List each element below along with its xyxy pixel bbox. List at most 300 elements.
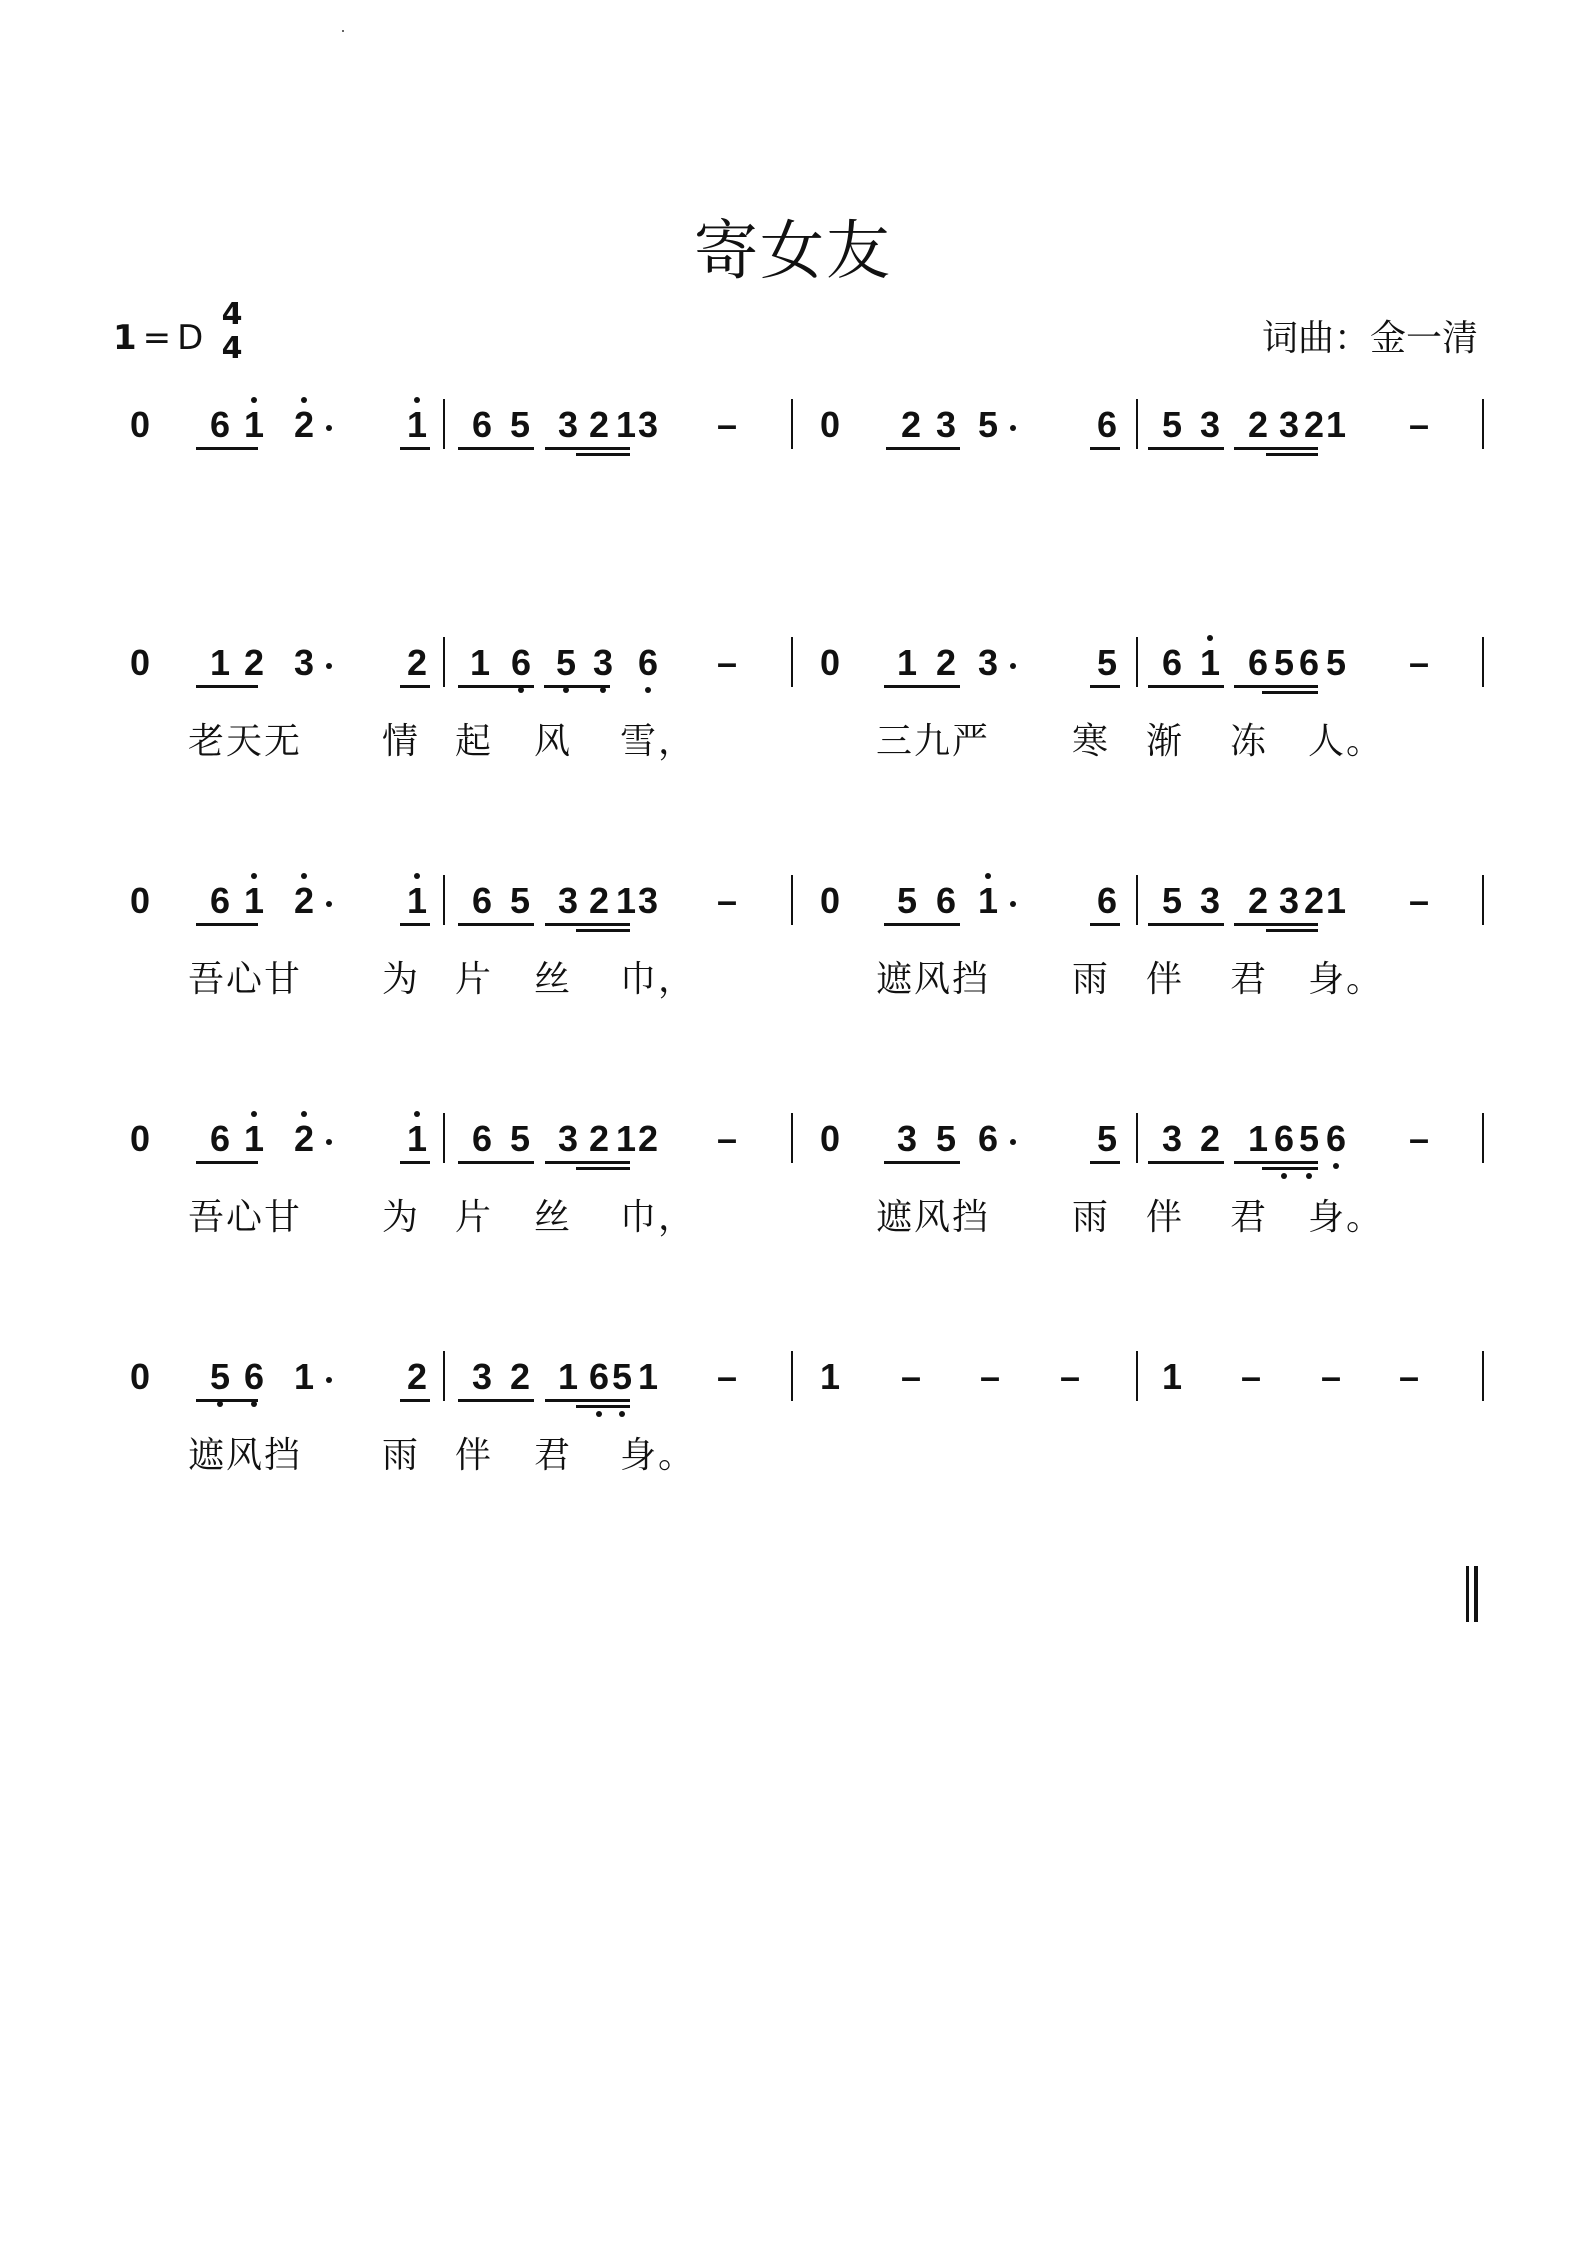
sustain-dash: [1404, 643, 1434, 683]
lyric-syllable: 伴: [455, 1435, 494, 1476]
note-digit: 2: [637, 1118, 659, 1159]
note: [634, 643, 662, 683]
lyric-syllable: 君: [1230, 959, 1269, 1000]
lyric-syllable: 起: [455, 721, 494, 762]
sustain-dash: [896, 1357, 926, 1397]
note-digit: 1: [1247, 1118, 1269, 1159]
note-digit: 5: [509, 404, 531, 445]
note: [468, 1119, 496, 1159]
lyric-syllable: 片: [455, 959, 494, 1000]
note-digit: 2: [293, 880, 315, 921]
dash-glyph: –: [1059, 1356, 1081, 1397]
lyric-syllable: 丝: [534, 959, 573, 1000]
dash-glyph: –: [1408, 1118, 1430, 1159]
staff-line-5: [0, 1357, 1586, 1517]
rhythm-underline: [576, 453, 630, 456]
sustain-dash: [1404, 1119, 1434, 1159]
note: [816, 1119, 844, 1159]
note: [554, 1119, 582, 1159]
note: [554, 881, 582, 921]
note-digit: 3: [557, 880, 579, 921]
note: [816, 881, 844, 921]
sustain-dash: [1316, 1357, 1346, 1397]
note-digit: 1: [243, 1118, 265, 1159]
note: [468, 1357, 496, 1397]
note: [290, 1119, 318, 1159]
rhythm-underline: [884, 923, 960, 926]
note: [506, 881, 534, 921]
note-digit: 1: [977, 880, 999, 921]
lyric-syllable: 雨: [1072, 959, 1111, 1000]
note: [1093, 1119, 1121, 1159]
note-digit: 5: [611, 1356, 633, 1397]
octave-down-dot: [596, 1411, 602, 1417]
augmentation-dot: [326, 425, 332, 431]
note: [1196, 643, 1224, 683]
note: [1270, 1119, 1298, 1159]
lyric-syllable: 吾心甘: [188, 1197, 303, 1238]
rhythm-underline: [458, 685, 534, 688]
augmentation-dot: [326, 901, 332, 907]
note: [585, 405, 613, 445]
octave-down-dot: [1306, 1173, 1312, 1179]
note-digit: 2: [588, 880, 610, 921]
rhythm-underline: [196, 923, 258, 926]
rhythm-underline: [196, 1161, 258, 1164]
note-digit: 6: [209, 1118, 231, 1159]
note-digit: 2: [406, 1356, 428, 1397]
rhythm-underline: [196, 1399, 258, 1402]
final-barline-thin: [1466, 1566, 1469, 1622]
rhythm-underline: [1234, 923, 1318, 926]
key-letter: D: [177, 318, 204, 358]
note: [1244, 881, 1272, 921]
composer-credit: 词曲：金一清: [1261, 318, 1478, 359]
rhythm-underline: [400, 447, 430, 450]
note: [897, 405, 925, 445]
note-digit: 2: [406, 642, 428, 683]
lyric-syllable: 风: [534, 721, 573, 762]
lyric-syllable: 片: [455, 1197, 494, 1238]
note-digit: 2: [588, 1118, 610, 1159]
note-digit: 1: [406, 1118, 428, 1159]
barline: [443, 1351, 445, 1401]
note: [403, 1357, 431, 1397]
sustain-dash: [1394, 1357, 1424, 1397]
dash-glyph: –: [716, 1356, 738, 1397]
note: [240, 1119, 268, 1159]
lyric-syllable: 伴: [1146, 959, 1185, 1000]
rhythm-underline: [545, 1161, 630, 1164]
note-digit: 3: [557, 1118, 579, 1159]
octave-down-dot: [1281, 1173, 1287, 1179]
note-digit: 3: [293, 642, 315, 683]
note-digit: 5: [555, 642, 577, 683]
augmentation-dot: [1010, 425, 1016, 431]
note-digit: 3: [977, 642, 999, 683]
rhythm-underline: [1266, 453, 1318, 456]
note: [1275, 881, 1303, 921]
augmentation-dot: [326, 1377, 332, 1383]
lyric-syllable: 遮风挡: [876, 1197, 991, 1238]
note: [589, 643, 617, 683]
note-digit: 0: [819, 404, 841, 445]
rhythm-underline: [1262, 691, 1318, 694]
sustain-dash: [712, 881, 742, 921]
note-digit: 5: [509, 880, 531, 921]
barline: [1136, 875, 1138, 925]
rhythm-underline: [458, 1399, 534, 1402]
note-digit: 6: [637, 642, 659, 683]
lyric-syllable: 遮风挡: [876, 959, 991, 1000]
octave-up-dot: [301, 1111, 307, 1117]
barline: [791, 637, 793, 687]
note-digit: 1: [615, 404, 637, 445]
augmentation-dot: [1010, 901, 1016, 907]
staff-line-4: [0, 1119, 1586, 1279]
note-digit: 3: [896, 1118, 918, 1159]
note: [290, 1357, 318, 1397]
note: [974, 643, 1002, 683]
note: [634, 1357, 662, 1397]
octave-up-dot: [251, 397, 257, 403]
lyric-syllable: 雪，: [620, 721, 697, 762]
note-digit: 6: [471, 404, 493, 445]
note-digit: 3: [1199, 404, 1221, 445]
rhythm-underline: [400, 1161, 430, 1164]
rhythm-underline: [1262, 1167, 1318, 1170]
note: [126, 643, 154, 683]
rhythm-underline: [1234, 447, 1318, 450]
note-digit: 2: [1247, 880, 1269, 921]
note: [403, 1119, 431, 1159]
rhythm-underline: [1090, 923, 1120, 926]
note: [1275, 405, 1303, 445]
dash-glyph: –: [716, 642, 738, 683]
note: [1270, 643, 1298, 683]
rhythm-underline: [196, 447, 258, 450]
barline: [443, 875, 445, 925]
rhythm-underline: [458, 447, 534, 450]
note-digit: 0: [819, 880, 841, 921]
key-equals: =: [142, 318, 172, 358]
note: [816, 405, 844, 445]
note: [1158, 405, 1186, 445]
note-digit: 6: [1298, 642, 1320, 683]
note-digit: 3: [1278, 404, 1300, 445]
note-digit: 0: [129, 880, 151, 921]
rhythm-underline: [1148, 685, 1224, 688]
barline: [1482, 875, 1484, 925]
sustain-dash: [1404, 405, 1434, 445]
note-digit: 6: [1273, 1118, 1295, 1159]
sustain-dash: [712, 405, 742, 445]
dash-glyph: –: [716, 404, 738, 445]
lyric-syllable: 为: [382, 959, 421, 1000]
lyric-syllable: 渐: [1146, 721, 1185, 762]
note-digit: 3: [935, 404, 957, 445]
note: [554, 1357, 582, 1397]
note-digit: 2: [900, 404, 922, 445]
note: [554, 405, 582, 445]
note: [932, 881, 960, 921]
rhythm-underline: [886, 447, 960, 450]
note-digit: 2: [293, 1118, 315, 1159]
note-digit: 6: [1161, 642, 1183, 683]
note-digit: 3: [557, 404, 579, 445]
rhythm-underline: [884, 685, 960, 688]
note: [1158, 1119, 1186, 1159]
lyric-syllable: 身。: [620, 1435, 697, 1476]
barline: [1482, 1351, 1484, 1401]
note: [206, 881, 234, 921]
note: [552, 643, 580, 683]
sustain-dash: [1404, 881, 1434, 921]
lyric-syllable: 遮风挡: [188, 1435, 303, 1476]
time-signature: [220, 298, 244, 366]
rhythm-underline: [884, 1161, 960, 1164]
note-digit: 1: [293, 1356, 315, 1397]
note-digit: 6: [209, 404, 231, 445]
lyric-syllable: 伴: [1146, 1197, 1185, 1238]
dash-glyph: –: [1240, 1356, 1262, 1397]
rhythm-underline: [544, 685, 610, 688]
augmentation-dot: [326, 1139, 332, 1145]
note: [974, 881, 1002, 921]
rhythm-underline: [1090, 447, 1120, 450]
barline: [1482, 399, 1484, 449]
note-digit: 6: [1096, 404, 1118, 445]
note-digit: 6: [1325, 1118, 1347, 1159]
lyric-syllable: 雨: [382, 1435, 421, 1476]
barline: [443, 637, 445, 687]
note: [816, 1357, 844, 1397]
rhythm-underline: [1148, 923, 1224, 926]
octave-up-dot: [414, 397, 420, 403]
barline: [1136, 1113, 1138, 1163]
note: [1244, 405, 1272, 445]
rhythm-underline: [1090, 1161, 1120, 1164]
note: [240, 405, 268, 445]
barline: [1136, 1351, 1138, 1401]
dash-glyph: –: [979, 1356, 1001, 1397]
note: [893, 881, 921, 921]
lyric-syllable: 雨: [1072, 1197, 1111, 1238]
lyric-syllable: 巾，: [620, 1197, 697, 1238]
note-digit: 1: [615, 1118, 637, 1159]
note: [932, 405, 960, 445]
octave-up-dot: [414, 873, 420, 879]
rhythm-underline: [576, 1167, 630, 1170]
note-digit: 6: [1247, 642, 1269, 683]
note: [240, 1357, 268, 1397]
note: [126, 1119, 154, 1159]
note: [240, 881, 268, 921]
note: [608, 1357, 636, 1397]
note-digit: 6: [243, 1356, 265, 1397]
meter-top: 4: [221, 297, 243, 332]
note: [506, 1357, 534, 1397]
note-digit: 5: [935, 1118, 957, 1159]
augmentation-dot: [1010, 663, 1016, 669]
note-digit: 6: [588, 1356, 610, 1397]
note-digit: 1: [243, 880, 265, 921]
note-digit: 5: [209, 1356, 231, 1397]
note-digit: 0: [129, 642, 151, 683]
note: [932, 1119, 960, 1159]
note-digit: 0: [129, 1118, 151, 1159]
octave-up-dot: [251, 873, 257, 879]
barline: [443, 1113, 445, 1163]
rhythm-underline: [1148, 447, 1224, 450]
note-digit: 5: [1161, 880, 1183, 921]
note: [507, 643, 535, 683]
stray-dot: [342, 30, 344, 32]
lyric-syllable: 身。: [1308, 1197, 1385, 1238]
note: [1158, 1357, 1186, 1397]
note: [1158, 643, 1186, 683]
note-digit: 2: [293, 404, 315, 445]
note: [290, 405, 318, 445]
note: [403, 643, 431, 683]
note-digit: 1: [1325, 404, 1347, 445]
note-digit: 1: [469, 642, 491, 683]
dash-glyph: –: [716, 1118, 738, 1159]
rhythm-underline: [1090, 685, 1120, 688]
note: [1093, 405, 1121, 445]
note: [1322, 1119, 1350, 1159]
rhythm-underline: [458, 923, 534, 926]
rhythm-underline: [1234, 1161, 1318, 1164]
note: [290, 643, 318, 683]
note: [1158, 881, 1186, 921]
staff-line-2: [0, 643, 1586, 803]
note-digit: 6: [471, 880, 493, 921]
note: [634, 1119, 662, 1159]
dash-glyph: –: [1408, 880, 1430, 921]
sustain-dash: [1055, 1357, 1085, 1397]
lyric-syllable: 三九严: [876, 721, 991, 762]
octave-up-dot: [985, 873, 991, 879]
rhythm-underline: [545, 447, 630, 450]
octave-up-dot: [414, 1111, 420, 1117]
note: [403, 405, 431, 445]
note-digit: 3: [471, 1356, 493, 1397]
octave-down-dot: [645, 687, 651, 693]
final-barline-thick: [1474, 1566, 1478, 1622]
dash-glyph: –: [1398, 1356, 1420, 1397]
barline: [791, 875, 793, 925]
note: [468, 881, 496, 921]
note-digit: 5: [509, 1118, 531, 1159]
note: [974, 405, 1002, 445]
note: [468, 405, 496, 445]
barline: [1482, 1113, 1484, 1163]
octave-up-dot: [251, 1111, 257, 1117]
dash-glyph: –: [716, 880, 738, 921]
note: [1322, 881, 1350, 921]
note-digit: 6: [471, 1118, 493, 1159]
note-digit: 0: [819, 642, 841, 683]
note-digit: 5: [1273, 642, 1295, 683]
note: [1322, 405, 1350, 445]
note: [634, 405, 662, 445]
sustain-dash: [975, 1357, 1005, 1397]
note: [1244, 1119, 1272, 1159]
sustain-dash: [712, 1119, 742, 1159]
note-digit: 3: [1278, 880, 1300, 921]
rhythm-underline: [545, 1399, 630, 1402]
note-digit: 1: [896, 642, 918, 683]
note-digit: 1: [209, 642, 231, 683]
staff-line-1: [0, 405, 1586, 565]
note: [126, 1357, 154, 1397]
note-digit: 1: [243, 404, 265, 445]
sustain-dash: [1236, 1357, 1266, 1397]
barline: [1136, 637, 1138, 687]
note: [206, 405, 234, 445]
note: [1196, 405, 1224, 445]
note-digit: 3: [637, 880, 659, 921]
note-digit: 0: [819, 1118, 841, 1159]
note: [1093, 643, 1121, 683]
octave-down-dot: [619, 1411, 625, 1417]
note: [1196, 1119, 1224, 1159]
note: [506, 405, 534, 445]
meter-bottom: 4: [221, 331, 243, 366]
note-digit: 5: [896, 880, 918, 921]
note: [206, 1119, 234, 1159]
rhythm-underline: [196, 685, 258, 688]
note: [240, 643, 268, 683]
note-digit: 1: [615, 880, 637, 921]
note: [466, 643, 494, 683]
note-digit: 6: [510, 642, 532, 683]
note-digit: 5: [977, 404, 999, 445]
note-digit: 5: [1325, 642, 1347, 683]
barline: [791, 1351, 793, 1401]
key-signature: [113, 318, 203, 358]
note-digit: 6: [935, 880, 957, 921]
note: [126, 881, 154, 921]
rhythm-underline: [400, 923, 430, 926]
augmentation-dot: [1010, 1139, 1016, 1145]
lyric-syllable: 丝: [534, 1197, 573, 1238]
note-digit: 2: [1199, 1118, 1221, 1159]
rhythm-underline: [1148, 1161, 1224, 1164]
note: [506, 1119, 534, 1159]
rhythm-underline: [1234, 685, 1318, 688]
octave-up-dot: [1207, 635, 1213, 641]
note-digit: 3: [592, 642, 614, 683]
octave-up-dot: [301, 397, 307, 403]
note: [893, 643, 921, 683]
rhythm-underline: [1266, 929, 1318, 932]
note: [893, 1119, 921, 1159]
note-digit: 1: [406, 404, 428, 445]
note: [1322, 643, 1350, 683]
note: [206, 1357, 234, 1397]
dash-glyph: –: [900, 1356, 922, 1397]
note-digit: 5: [1096, 642, 1118, 683]
note-digit: 5: [1096, 1118, 1118, 1159]
note-digit: 2: [588, 404, 610, 445]
note: [1244, 643, 1272, 683]
note-digit: 3: [1161, 1118, 1183, 1159]
note: [403, 881, 431, 921]
sustain-dash: [712, 1357, 742, 1397]
note: [816, 643, 844, 683]
